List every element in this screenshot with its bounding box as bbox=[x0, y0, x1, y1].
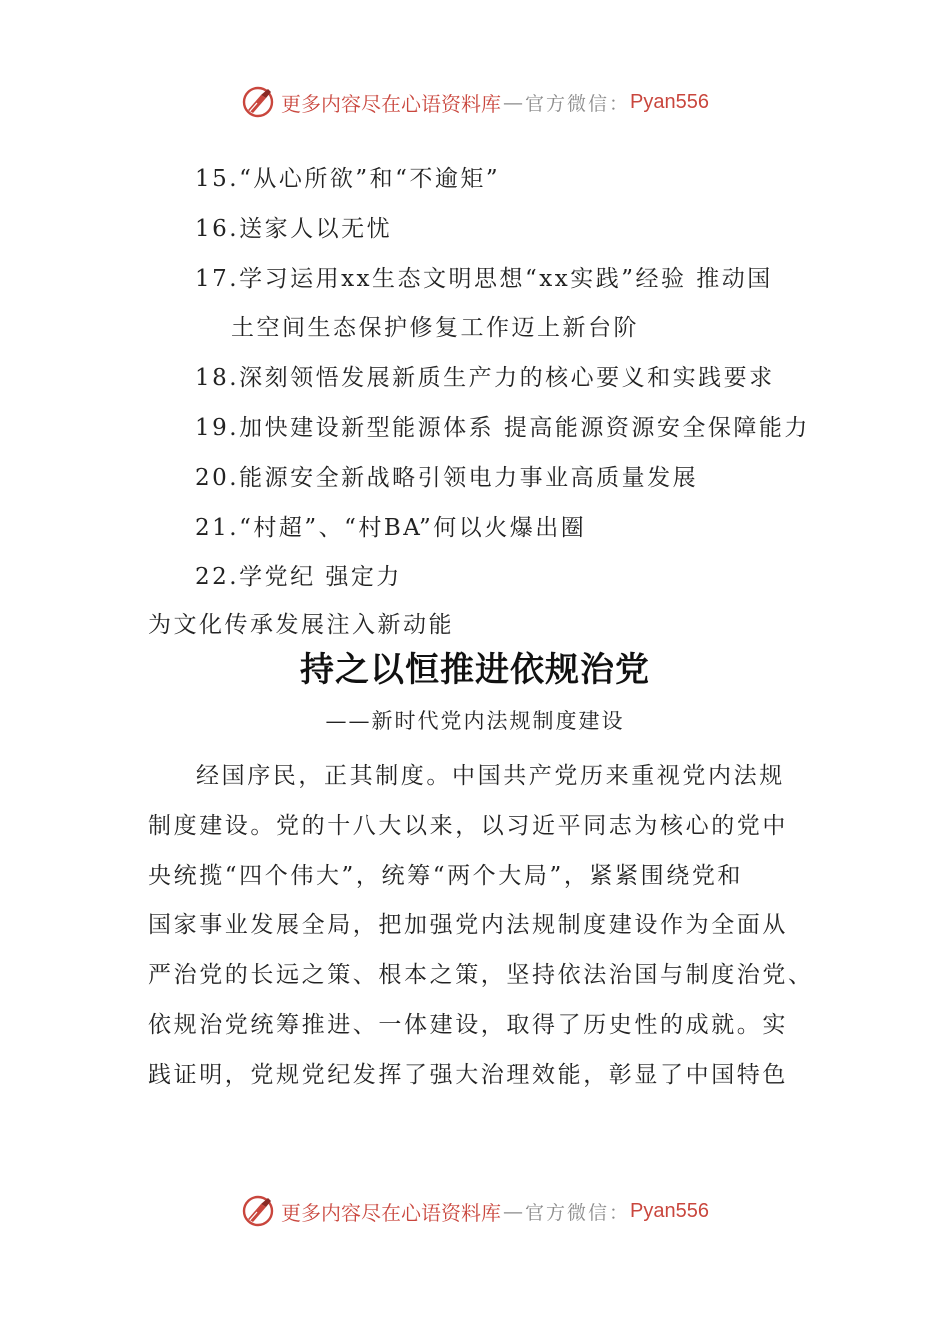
list-item-text: 学党纪 强定力 bbox=[239, 564, 402, 591]
pen-nib-logo-icon bbox=[241, 1194, 275, 1228]
list-item-number: 20. bbox=[195, 464, 240, 491]
list-item-text: 学习运用xx生态文明思想“xx实践”经验 推动国 bbox=[239, 265, 773, 292]
body-line: 严治党的长远之策、根本之策，坚持依法治国与制度治党、 bbox=[148, 962, 814, 989]
body-line: 国家事业发展全局，把加强党内法规制度建设作为全面从 bbox=[148, 912, 788, 939]
watermark-label: 官方微信： bbox=[525, 1201, 631, 1224]
list-item-text: 能源安全新战略引领电力事业高质量发展 bbox=[239, 464, 699, 491]
list-item-text: 送家人以无忧 bbox=[239, 215, 393, 242]
header-watermark bbox=[0, 82, 950, 122]
numbered-title-list bbox=[195, 155, 835, 603]
watermark-id: Pyan556 bbox=[630, 1199, 709, 1222]
body-line: 央统揽“四个伟大”，统筹“两个大局”，紧紧围绕党和 bbox=[148, 862, 744, 889]
watermark-text: 更多内容尽在心语资料库 bbox=[281, 1200, 501, 1225]
body-line: 践证明，党规党纪发挥了强大治理效能，彰显了中国特色 bbox=[148, 1061, 788, 1088]
list-item bbox=[195, 404, 835, 454]
list-item-number: 18. bbox=[195, 365, 240, 392]
list-item bbox=[195, 553, 835, 603]
list-item bbox=[195, 155, 835, 205]
article-body bbox=[148, 752, 814, 1101]
list-item bbox=[195, 205, 835, 255]
list-item-continuation: 土空间生态保护修复工作迈上新台阶 bbox=[231, 315, 639, 342]
list-item bbox=[195, 255, 835, 355]
list-item-number: 16. bbox=[195, 215, 240, 242]
watermark-label: 官方微信： bbox=[525, 92, 631, 115]
list-item-text: 加快建设新型能源体系 提高能源资源安全保障能力 bbox=[239, 414, 810, 441]
body-line: 制度建设。党的十八大以来，以习近平同志为核心的党中 bbox=[148, 812, 788, 839]
list-item bbox=[195, 354, 835, 404]
body-line: 经国序民，正其制度。中国共产党历来重视党内法规 bbox=[196, 763, 785, 789]
list-item-number: 21. bbox=[195, 514, 240, 541]
list-item-number: 19. bbox=[195, 414, 240, 441]
list-item bbox=[195, 504, 835, 554]
article-subtitle: ——新时代党内法规制度建设 bbox=[325, 709, 625, 733]
pen-nib-logo-icon bbox=[241, 85, 275, 119]
watermark-separator: — bbox=[503, 1199, 523, 1223]
watermark-separator: — bbox=[503, 90, 523, 114]
list-item-number: 22. bbox=[195, 564, 240, 591]
footer-watermark bbox=[0, 1191, 950, 1231]
list-item bbox=[195, 454, 835, 504]
list-item-text: “从心所欲”和“不逾矩” bbox=[239, 166, 501, 192]
list-item-text: 深刻领悟发展新质生产力的核心要义和实践要求 bbox=[239, 365, 775, 392]
watermark-text: 更多内容尽在心语资料库 bbox=[281, 91, 501, 116]
lead-line: 为文化传承发展注入新动能 bbox=[148, 612, 454, 638]
list-item-number: 15. bbox=[195, 166, 240, 192]
list-item-text: “村超”、“村BA”何以火爆出圈 bbox=[239, 514, 587, 541]
watermark-id: Pyan556 bbox=[630, 90, 709, 113]
article-title: 持之以恒推进依规治党 bbox=[300, 650, 650, 690]
list-item-number: 17. bbox=[195, 265, 240, 292]
body-line: 依规治党统筹推进、一体建设，取得了历史性的成就。实 bbox=[148, 1011, 788, 1038]
